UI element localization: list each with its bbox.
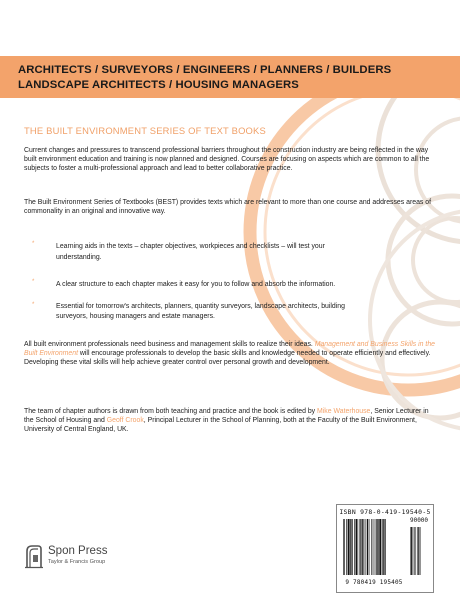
banner-line-1: ARCHITECTS / SURVEYORS / ENGINEERS / PLANNERS / BUILDERS: [18, 64, 392, 76]
ean-barcode: [343, 519, 407, 575]
barcode-bar: [414, 527, 415, 575]
barcode-bar: [418, 527, 419, 575]
addon-barcode: [410, 527, 428, 575]
barcode-bar: [385, 519, 386, 575]
book-title: Management and Business Skills in the Built Environment: [24, 341, 435, 358]
barcode-bar: [344, 519, 345, 575]
authors-text-before: The team of chapter authors is drawn from both teaching and practice and the book is edited by: [24, 408, 318, 415]
isbn-barcode-block: [336, 504, 434, 593]
barcode-bar: [346, 519, 347, 575]
editor-name-1: Mike Waterhouse: [317, 408, 371, 415]
intro-paragraph: Current changes and pressures to transcend professional barriers throughout the construction industry are being reflected in the way built environment education and training is now planned and designed. Courses are focusing on aspects which are common to all the subjects to foster a multi-professional approach and lead to better collaborative practice.: [24, 147, 430, 173]
series-title: THE BUILT ENVIRONMENT SERIES OF TEXT BOOKS: [24, 125, 266, 136]
best-paragraph: The Built Environment Series of Textbooks (BEST) provides texts which are relevant to more than one course and addresses areas of commonality in an original and innovative way.: [24, 199, 432, 216]
ring-large-orange-inner: [265, 89, 460, 375]
skills-paragraph: [24, 340, 436, 368]
authors-paragraph: [24, 407, 436, 435]
barcode-bar: [369, 519, 370, 575]
bullet-item-learning-aids: Learning aids in the texts – chapter objectives, workpieces and checklists – will test your understanding.: [56, 243, 325, 261]
barcode-bar: [382, 519, 383, 575]
barcode-bar: [420, 527, 421, 575]
barcode-bar: [354, 519, 355, 575]
bullet-item-structure: A clear structure to each chapter makes it easy for you to follow and absorb the information.: [56, 281, 336, 288]
bullet-marker: *: [32, 241, 35, 247]
barcode-bar: [356, 519, 358, 575]
barcode-bar: [352, 519, 353, 575]
editor-name-2: Geoff Crook: [106, 417, 144, 425]
barcode-bar: [367, 519, 368, 575]
barcode-bar: [359, 519, 360, 575]
barcode-bar: [383, 519, 384, 575]
barcode-bar: [375, 519, 376, 575]
barcode-bar: [361, 519, 362, 575]
skills-text-before: All built environment professionals need business and management skills to realize their ideas.: [24, 341, 315, 348]
price-addon-number: 90000: [409, 517, 429, 524]
publisher-logo: [24, 543, 134, 571]
bullet-marker: *: [32, 279, 35, 285]
ring-right-3: [413, 218, 460, 302]
ring-right-6: [370, 210, 460, 430]
barcode-bar: [363, 519, 364, 575]
isbn-label: ISBN 978-0-419-19540-5: [339, 508, 431, 516]
skills-text-after: will encourage professionals to develop the basic skills and knowledge needed to operate efficiently and effectively. Developing these vital skills will help achieve greater control over personal growth and development.: [24, 350, 431, 367]
barcode-bar: [417, 527, 418, 575]
barcode-bar: [348, 519, 350, 575]
barcode-bar: [411, 527, 412, 575]
barcode-bar: [377, 519, 378, 575]
professions-banner: [0, 56, 460, 98]
barcode-bar: [360, 519, 361, 575]
publisher-name: Spon Press: [48, 545, 108, 557]
publisher-group: Taylor & Francis Group: [48, 559, 106, 565]
barcode-bar: [376, 519, 377, 575]
barcode-bar: [410, 527, 411, 575]
barcode-bar: [373, 519, 374, 575]
bullet-item-audience: Essential for tomorrow's architects, planners, quantity surveyors, landscape architects, building surveyors, housing managers and estate managers.: [56, 303, 345, 320]
barcode-bar: [343, 519, 344, 575]
authors-text-after: , Principal Lecturer in the School of Planning, both at the Faculty of the Built Environment, University of Central England, UK.: [24, 417, 417, 434]
barcode-bar: [365, 519, 366, 575]
barcode-bar: [416, 527, 417, 575]
banner-line-2: LANDSCAPE ARCHITECTS / HOUSING MANAGERS: [18, 79, 299, 91]
bullet-marker: *: [32, 302, 35, 308]
barcode-bar: [379, 519, 381, 575]
authors-text-mid: , Senior Lecturer in the School of Housing and: [24, 408, 429, 425]
spon-press-icon: [24, 543, 44, 569]
barcode-bar: [371, 519, 372, 575]
barcode-bar: [413, 527, 414, 575]
ean-number: 9 780419 195405: [345, 579, 403, 586]
barcode-bar: [350, 519, 351, 575]
